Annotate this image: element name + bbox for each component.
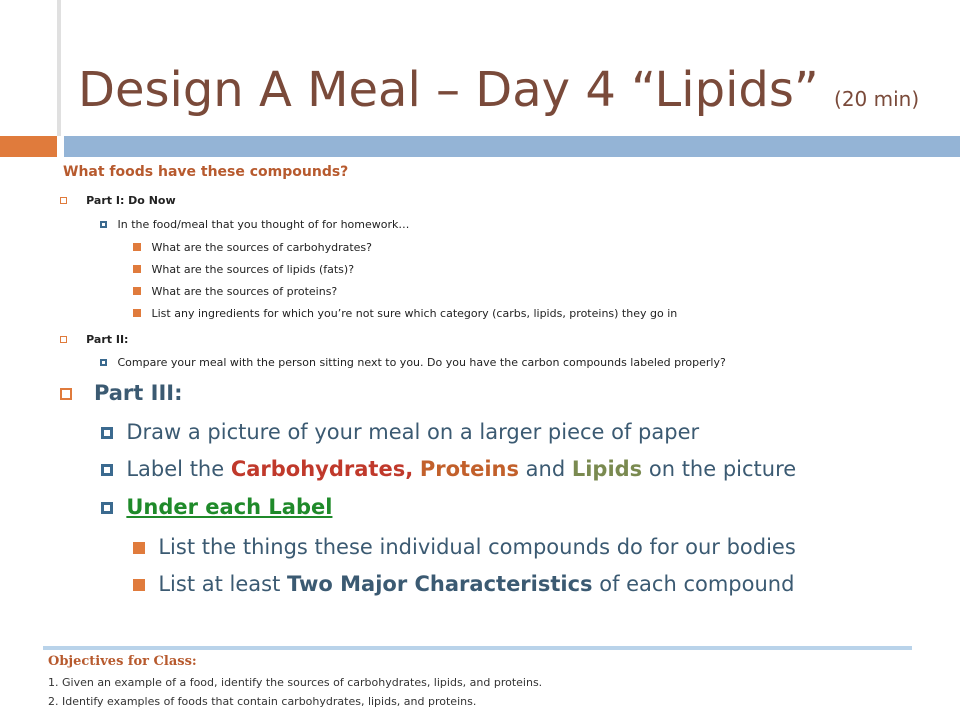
part1-intro: In the food/meal that you thought of for homework…: [100, 218, 409, 231]
bullet-square-icon: [101, 464, 113, 476]
bullet-square-icon: [133, 243, 141, 251]
part1-item: What are the sources of proteins?: [133, 285, 337, 298]
title-text: Design A Meal – Day 4 “Lipids”: [78, 62, 819, 118]
part3-list-item: List the things these individual compounds do for our bodies: [133, 535, 796, 559]
bullet-square-icon: [133, 579, 145, 591]
lipids-label: Lipids: [571, 457, 643, 481]
accent-bar-orange: [0, 136, 57, 157]
title-duration: (20 min): [834, 87, 920, 111]
bullet-square-icon: [133, 309, 141, 317]
part1-heading: Part I: Do Now: [60, 194, 176, 207]
objective-item: 1. Given an example of a food, identify the sources of carbohydrates, lipids, and proteins.: [48, 676, 543, 689]
bullet-square-icon: [101, 502, 113, 514]
bullet-square-icon: [60, 388, 72, 400]
part1-item: What are the sources of lipids (fats)?: [133, 263, 354, 276]
bullet-square-icon: [133, 542, 145, 554]
part1-item: List any ingredients for which you’re not sure which category (carbs, lipids, proteins) they go in: [133, 307, 677, 320]
accent-bar-blue: [64, 136, 960, 157]
bullet-square-icon: [133, 287, 141, 295]
objectives-title: Objectives for Class:: [48, 654, 197, 669]
objective-item: 2. Identify examples of foods that contain carbohydrates, lipids, and proteins.: [48, 695, 477, 708]
slide-subtitle: What foods have these compounds?: [63, 164, 349, 180]
part3-draw: Draw a picture of your meal on a larger piece of paper: [101, 420, 699, 444]
bullet-square-icon: [100, 359, 107, 366]
proteins-label: Proteins: [419, 457, 519, 481]
part3-heading: Part III:: [60, 381, 182, 405]
part2-heading: Part II:: [60, 333, 128, 346]
part3-label-instruction: Label the Carbohydrates, Proteins and Lipids on the picture: [101, 457, 796, 481]
bullet-square-icon: [100, 221, 107, 228]
objectives-divider: [43, 646, 912, 650]
page-title: [78, 62, 919, 118]
bullet-square-icon: [60, 197, 67, 204]
part2-text: Compare your meal with the person sitting next to you. Do you have the carbon compounds labeled properly?: [100, 356, 726, 369]
bullet-square-icon: [60, 336, 67, 343]
part3-under-label: Under each Label: [101, 495, 332, 519]
bullet-square-icon: [133, 265, 141, 273]
part1-item: What are the sources of carbohydrates?: [133, 241, 372, 254]
title-divider-line: [57, 0, 61, 136]
part3-list-item: List at least Two Major Characteristics of each compound: [133, 572, 794, 596]
bullet-square-icon: [101, 427, 113, 439]
carbohydrates-label: Carbohydrates,: [230, 457, 414, 481]
